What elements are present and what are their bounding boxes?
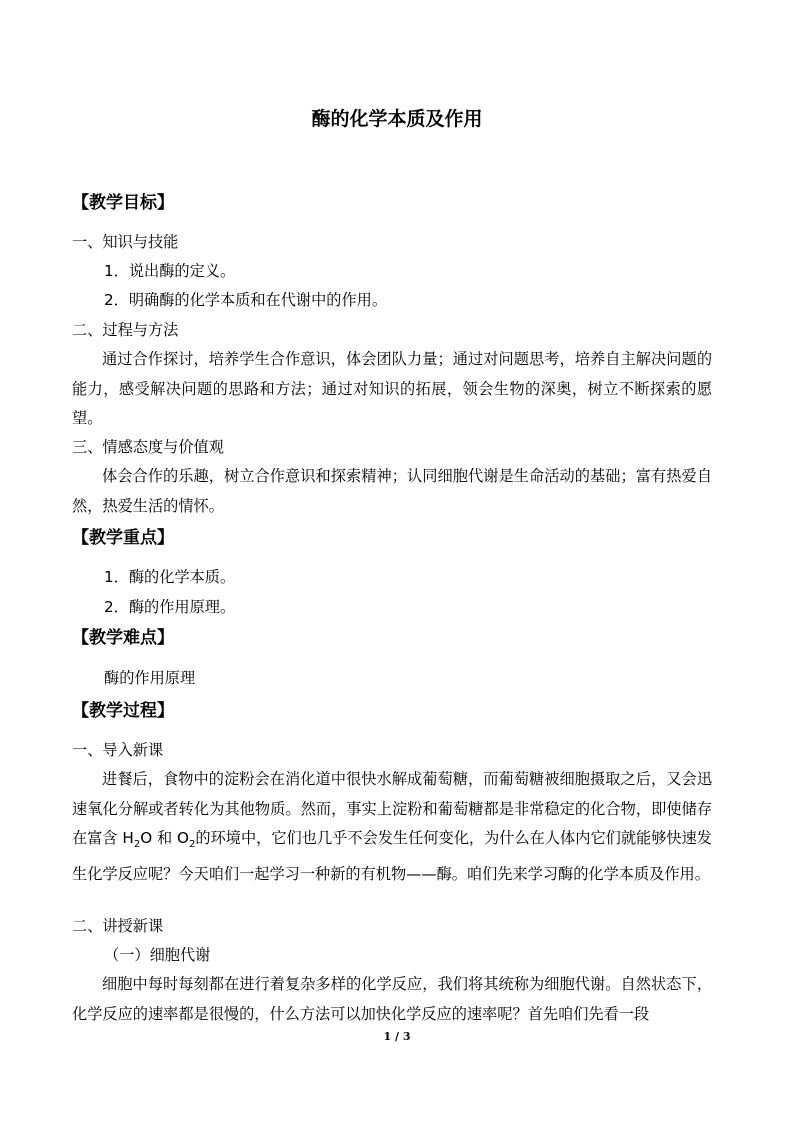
list-item: 1．酶的化学本质。 xyxy=(104,568,236,586)
paragraph-cell-metabolism: 细胞中每时每刻都在进行着复杂多样的化学反应，我们将其统称为细胞代谢。自然状态下，化学反应的速率都是很慢的，什么方法可以加快化学反应的速率呢？首先咱们先看一段 xyxy=(72,975,712,1023)
list-item: 2．明确酶的化学本质和在代谢中的作用。 xyxy=(104,291,388,309)
page-title: 酶的化学本质及作用 xyxy=(311,108,483,130)
section-heading-goals: 【教学目标】 xyxy=(72,193,174,213)
section-heading-process: 【教学过程】 xyxy=(72,701,174,721)
difficulty-text: 酶的作用原理 xyxy=(104,669,196,687)
section-heading-key-points: 【教学重点】 xyxy=(72,528,174,548)
list-item: 2．酶的作用原理。 xyxy=(104,598,236,616)
paragraph-process-methods: 通过合作探讨，培养学生合作意识，体会团队力量；通过对问题思考，培养自主解决问题的能力，感受解决问题的思路和方法；通过对知识的拓展，领会生物的深奥，树立不断探索的愿望。 xyxy=(72,350,712,427)
subheading-new-lesson: 二、讲授新课 xyxy=(72,917,164,935)
section-heading-difficulties: 【教学难点】 xyxy=(72,628,174,648)
paragraph-attitude-values: 体会合作的乐趣，树立合作意识和探索精神；认同细胞代谢是生命活动的基础；富有热爱自然，热爱生活的情怀。 xyxy=(72,467,712,515)
subheading-attitude-values: 三、情感态度与价值观 xyxy=(72,438,224,456)
subheading-intro: 一、导入新课 xyxy=(72,741,164,759)
subheading-cell-metabolism: （一）细胞代谢 xyxy=(104,946,211,964)
paragraph-intro: 进餐后，食物中的淀粉会在消化道中很快水解成葡萄糖，而葡萄糖被细胞摄取之后，又会迅速氧化分解或者转化为其他物质。然而，事实上淀粉和葡萄糖都是非常稳定的化合物，即使储存在富含 $H_2O$ 和 $O_2$的环境中，它们也几乎不会发生任何变化，为什么在人体内它们就能够快速发生化学反应呢？今天咱们一起学习一种新的有机物——酶。咱们先来学习酶的化学本质及作用。 xyxy=(72,770,712,883)
page-number: 1 / 3 xyxy=(383,1030,411,1043)
subheading-process-methods: 二、过程与方法 xyxy=(72,321,179,339)
subheading-knowledge-skills: 一、知识与技能 xyxy=(72,233,179,251)
list-item: 1．说出酶的定义。 xyxy=(104,262,236,280)
